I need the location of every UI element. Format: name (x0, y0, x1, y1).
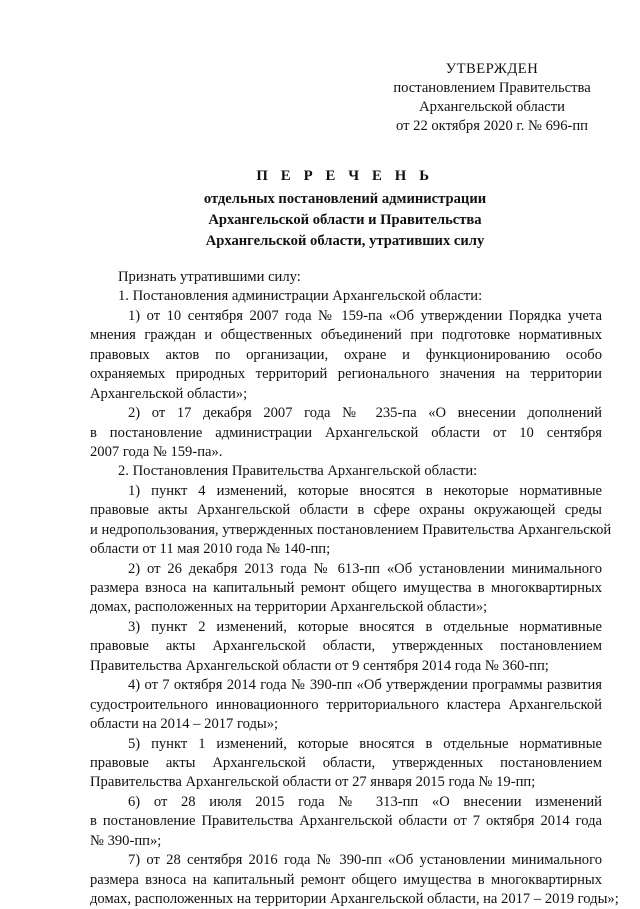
body-line: размера взноса на капитальный ремонт общего имущества в многоквартирных (90, 580, 602, 596)
body-line: охраняемых природных территорий регионального значения на территории (90, 366, 602, 383)
body-line: 1. Постановления администрации Архангельской области: (118, 288, 483, 305)
body-line: № 390-пп»; (90, 832, 162, 849)
title-line: отдельных постановлений администрации (203, 191, 487, 207)
body-line: и недропользования, утвержденных постановлением Правительства Архангельской (90, 521, 612, 538)
title-line: Архангельской области, утративших силу (205, 233, 485, 249)
body-line: 1) от 10 сентября 2007 года № 159-па «Об утверждении Порядка учета (128, 307, 602, 324)
body-line: Правительства Архангельской области от 9 сентября 2014 года № 360-пп; (90, 657, 549, 674)
body-line: 6) от 28 июля 2015 года № 313-пп «О внесении изменений (128, 793, 602, 810)
body-line: Правительства Архангельской области от 27 января 2015 года № 19-пп; (90, 774, 536, 791)
body-line: 7) от 28 сентября 2016 года № 390-пп «Об установлении минимального (128, 852, 602, 869)
document-title (60, 165, 630, 252)
body-line: домах, расположенных на территории Архангельской области»; (90, 599, 488, 616)
body-line: 2007 года № 159-па». (90, 443, 223, 460)
approval-line: Архангельской области (419, 99, 565, 115)
approval-line: постановлением Правительства (393, 80, 591, 96)
body-line: в постановление Правительства Архангельской области от 7 октября 2014 года (90, 813, 602, 830)
title-line: Архангельской области и Правительства (208, 212, 482, 228)
body-line: домах, расположенных на территории Архангельской области, на 2017 – 2019 годы»; (90, 891, 619, 907)
body-line: 5) пункт 1 изменений, которые вносятся в отдельные нормативные (128, 735, 602, 752)
body-line: Архангельской области»; (90, 385, 248, 402)
body-line: правовые акты Архангельской области, утвержденных постановлением (90, 754, 602, 771)
body-line: 3) пункт 2 изменений, которые вносятся в отдельные нормативные (128, 618, 602, 635)
body-line: 4) от 7 октября 2014 года № 390-пп «Об утверждении программы развития (128, 677, 602, 694)
document-body (90, 268, 619, 909)
body-line: 2) от 26 декабря 2013 года № 613-пп «Об установлении минимального (128, 560, 602, 577)
body-line: 2) от 17 декабря 2007 года № 235-па «О внесении дополнений (128, 405, 602, 422)
approval-heading: УТВЕРЖДЕН (445, 61, 539, 77)
body-line: 1) пункт 4 изменений, которые вносятся в некоторые нормативные (128, 482, 602, 499)
body-line: судостроительного инновационного территориального кластера Архангельской (90, 696, 602, 713)
body-line: размера взноса на капитальный ремонт общего имущества в многоквартирных (90, 871, 602, 888)
body-line: правовые акты Архангельской области в сфере охраны окружающей среды (90, 502, 602, 519)
body-line: мнения граждан и общественных объединений при подготовке нормативных (90, 327, 602, 344)
title-heading: П Е Р Е Ч Е Н Ь (256, 168, 434, 184)
body-line: правовые акты Архангельской области, утвержденных постановлением (90, 638, 602, 655)
body-line: правовых актов по организации, охране и функционированию особо (90, 346, 602, 363)
approval-line: от 22 октября 2020 г. № 696-пп (396, 118, 588, 134)
body-line: в постановление администрации Архангельской области от 10 сентября (90, 424, 602, 441)
body-line: области от 11 мая 2010 года № 140-пп; (90, 541, 331, 558)
body-line: Признать утратившими силу: (118, 269, 301, 285)
body-line: области на 2014 – 2017 годы»; (90, 716, 279, 733)
body-line: 2. Постановления Правительства Архангельской области: (118, 463, 478, 480)
approval-stamp (376, 60, 608, 136)
